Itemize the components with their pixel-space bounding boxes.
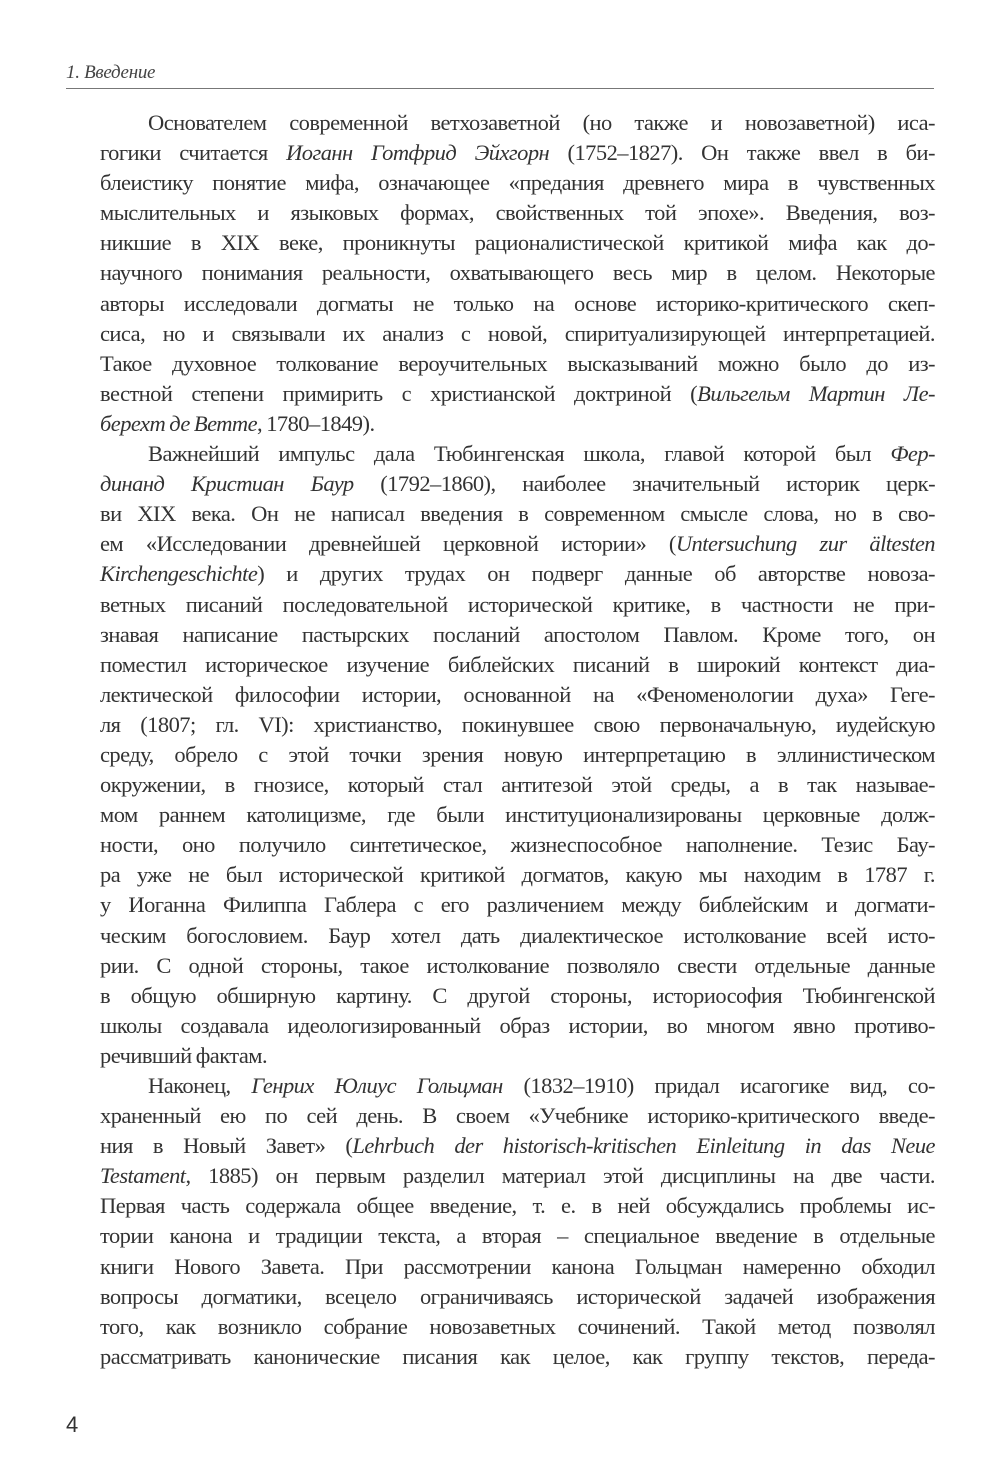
text-line (100, 921, 935, 951)
italic-text: Генрих Юлиус Гольцман (251, 1073, 503, 1098)
text-run: , 1780–1849). (257, 410, 375, 436)
text-run: среду, обрело с этой точки зрения новую интерпретацию в эллинистическом (100, 741, 935, 767)
text-run: никшие в XIX веке, проникнуты рационалистической критикой мифа как до- (100, 230, 935, 256)
text-run: ческим богословием. Баур хотел дать диалектическое истолкование всей исто- (100, 922, 935, 948)
text-line (100, 1101, 935, 1131)
text-line (100, 1071, 935, 1101)
text-line (100, 1342, 935, 1372)
text-run: Важнейший импульс дала Тюбингенская школа, главой которой был (148, 441, 891, 467)
italic-text: Untersuchung zur ältesten (675, 531, 935, 557)
text-run: (1752–1827). Он также ввел в би- (549, 140, 935, 166)
text-run: сиса, но и связывали их анализ с новой, спиритуализирующей интерпретацией. (100, 320, 935, 346)
running-title: 1. Введение (66, 62, 156, 83)
page-number: 4 (66, 1412, 79, 1437)
text-run: того, как возникло собрание новозаветных сочинений. Такой метод позволял (100, 1313, 935, 1339)
text-line (100, 800, 935, 830)
italic-text: Иоганн Готфрид Эйхгорн (286, 140, 550, 166)
text-run: ви XIX века. Он не написал введения в современном смысле слова, но в сво- (100, 501, 935, 527)
text-line (100, 710, 935, 740)
text-run: речивший фактам. (100, 1042, 268, 1068)
text-run: рии. С одной стороны, такое истолкование позволяло свести отдельные данные (100, 952, 935, 978)
text-run: ра уже не был исторической критикой догматов, какую мы находим в 1787 г. (100, 862, 935, 888)
text-line (100, 650, 935, 680)
text-line (100, 890, 935, 920)
italic-text: Lehrbuch der historisch-kritischen Einleitung in das Neue (352, 1133, 935, 1159)
text-run: мыслительных и языковых формах, свойственных той эпохе». Введения, воз- (100, 200, 935, 226)
text-run: Основателем современной ветхозаветной (но также и новозаветной) иса- (148, 110, 935, 135)
text-line (100, 1252, 935, 1282)
text-run: книги Нового Завета. При рассмотрении канона Гольцман намеренно обходил (100, 1253, 935, 1279)
text-line (100, 499, 935, 529)
text-run: школы создавала идеологизированный образ истории, во многом явно противо- (100, 1012, 935, 1038)
text-run: тории канона и традиции текста, а вторая – специальное введение в отдельные (100, 1223, 935, 1249)
running-header (66, 62, 934, 89)
paragraph (100, 439, 935, 1071)
text-line (100, 198, 935, 228)
text-line (100, 770, 935, 800)
text-run: , 1885) он первым разделил материал этой дисциплины на две части. (185, 1163, 935, 1189)
text-line (100, 559, 935, 589)
text-line (100, 319, 935, 349)
italic-text: Фер- (890, 441, 935, 467)
text-run: (1832–1910) придал исагогике вид, со- (502, 1073, 935, 1098)
text-run: ветных писаний последовательной исторической критике, в частности не при- (100, 591, 935, 617)
text-run: лектической философии истории, основанной на «Феноменологии духа» Геге- (100, 681, 935, 707)
text-run: Наконец, (148, 1073, 252, 1098)
text-line (100, 289, 935, 319)
text-line (100, 1312, 935, 1342)
text-line (100, 740, 935, 770)
text-run: ния в Новый Завет» ( (100, 1133, 353, 1159)
text-line (100, 469, 935, 499)
text-line (100, 1011, 935, 1041)
text-run: Первая часть содержала общее введение, т. е. в ней обсуждались проблемы ис- (100, 1193, 935, 1219)
text-line (100, 860, 935, 890)
text-line (100, 439, 935, 469)
text-line (100, 529, 935, 559)
text-line (100, 349, 935, 379)
text-line (100, 680, 935, 710)
text-line (100, 830, 935, 860)
italic-text: Kirchengeschichte (100, 561, 258, 587)
text-run: (1792–1860), наиболее значительный историк церк- (353, 471, 936, 497)
italic-text: берехт де Ветте (100, 410, 258, 436)
text-line (100, 379, 935, 409)
text-line (100, 1041, 935, 1071)
text-run: рассматривать канонические писания как целое, как группу текстов, переда- (100, 1343, 935, 1369)
text-run: поместил историческое изучение библейских писаний в широкий контекст диа- (100, 651, 935, 677)
text-run: ля (1807; гл. VI): христианство, покинувшее свою первоначальную, иудейскую (100, 711, 935, 737)
text-line (100, 590, 935, 620)
text-run: в общую обширную картину. С другой стороны, историософия Тюбингенской (100, 982, 935, 1008)
text-line (100, 1161, 935, 1191)
text-line (100, 168, 935, 198)
text-line (100, 620, 935, 650)
text-run: ) и других трудах он подверг данные об авторстве новоза- (257, 561, 935, 587)
text-line (100, 138, 935, 168)
text-line (100, 258, 935, 288)
text-run: ем «Исследовании древнейшей церковной истории» ( (100, 531, 676, 557)
text-line (100, 108, 935, 138)
text-line (100, 981, 935, 1011)
paragraph (100, 1071, 935, 1372)
paragraph (100, 108, 935, 439)
text-run: вопросы догматики, всецело ограничиваясь исторической задачей изображения (100, 1283, 935, 1309)
text-line (100, 228, 935, 258)
text-run: гогики считается (100, 140, 287, 166)
text-run: Такое духовное толкование вероучительных высказываний можно было до из- (100, 350, 935, 376)
text-run: блеистику понятие мифа, означающее «предания древнего мира в чувственных (100, 170, 935, 196)
italic-text: Вильгельм Мартин Ле- (697, 380, 935, 406)
text-run: окружении, в гнозисе, который стал антитезой этой среды, а в так называе- (100, 772, 935, 798)
text-run: авторы исследовали догматы не только на основе историко-критического скеп- (100, 290, 935, 316)
text-run: у Иоганна Филиппа Габлера с его различением между библейским и догмати- (100, 892, 935, 918)
text-run: вестной степени примирить с христианской доктриной ( (100, 380, 698, 406)
text-run: мом раннем католицизме, где были институционализированы церковные долж- (100, 802, 935, 828)
text-line (100, 1221, 935, 1251)
text-run: храненный ею по сей день. В своем «Учебнике историко-критического введе- (100, 1103, 935, 1129)
text-run: научного понимания реальности, охватывающего весь мир в целом. Некоторые (100, 260, 935, 286)
body-text (100, 108, 935, 1372)
text-line (100, 1282, 935, 1312)
text-run: знавая написание пастырских посланий апостолом Павлом. Кроме того, он (100, 621, 935, 647)
text-line (100, 951, 935, 981)
text-line (100, 409, 935, 439)
text-run: ности, оно получило синтетическое, жизнеспособное наполнение. Тезис Бау- (100, 832, 935, 858)
text-line (100, 1191, 935, 1221)
italic-text: Testament (100, 1163, 186, 1189)
text-line (100, 1131, 935, 1161)
italic-text: динанд Кристиан Баур (100, 471, 354, 497)
